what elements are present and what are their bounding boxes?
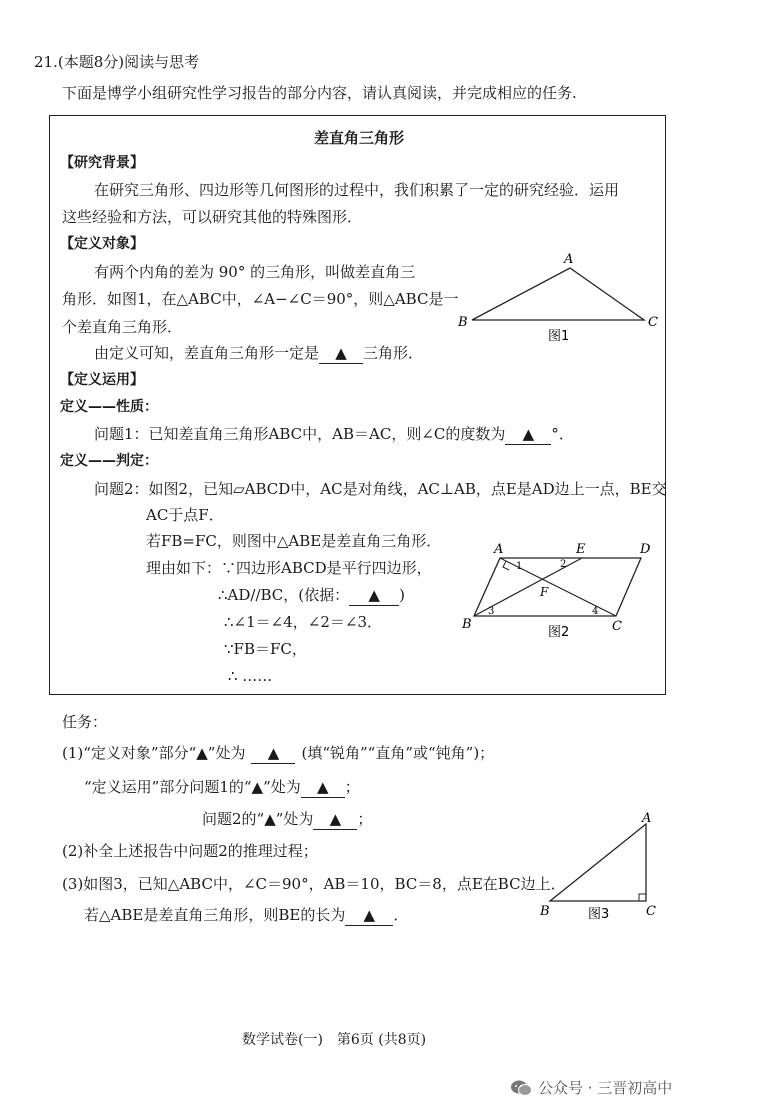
task-3-line-2 [84,905,408,926]
problem-2-reason-blank: ▲ [349,585,399,606]
task-1-text-a: (1)“定义对象”部分“▲”处为 [62,744,246,762]
task-1-line-3 [202,809,372,830]
definition-line-4-text-b: 三角形． [363,344,424,362]
figure-3-right-triangle [536,808,666,928]
figure-3-label-b: B [540,904,550,919]
page-footer: 数学试卷(一) 第6页 (共8页) [242,1032,427,1048]
figure-3-caption: 图3 [588,907,610,922]
figure-1-triangle [452,248,664,348]
watermark [510,1078,672,1098]
task-3-line-2-text-a: 若△ABE是差直角三角形，则BE的长为 [84,906,346,924]
figure-2-angle-2: 2 [560,559,567,570]
task-1-line-2-text-a: “定义运用”部分问题1的“▲”处为 [84,778,301,796]
question-title: 21.(本题8分)阅读与思考 [34,53,200,71]
problem-1-text-a: 问题1：已知差直角三角形ABC中，AB＝AC，则∠C的度数为 [94,425,506,443]
definition-line-1: 有两个内角的差为 90° 的三角形，叫做差直角三 [94,263,416,281]
definition-heading: 【定义对象】 [60,236,144,252]
problem-1-blank: ▲ [505,424,551,445]
figure-2-label-e: E [576,542,586,557]
task-3-blank: ▲ [345,905,393,926]
task-1-text-b: (填“锐角”“直角”或“钝角”)； [301,744,495,762]
problem-2-line-6: ∴∠1＝∠4，∠2＝∠3． [224,613,382,631]
definition-line-3: 个差直角三角形． [62,318,183,336]
property-heading: 定义——性质： [60,399,158,415]
figure-2-angle-4: 4 [592,606,599,617]
task-1-line-3-text-b: ； [357,810,373,828]
problem-2-line-5 [218,585,405,606]
figure-1-label-b: B [458,315,468,330]
wechat-icon [510,1079,532,1097]
figure-3-label-a: A [642,811,652,826]
task-1-line-3-blank: ▲ [313,809,357,830]
figure-1-caption: 图1 [548,329,570,344]
figure-3-label-c: C [646,904,656,919]
problem-2-line-1: 问题2：如图2，已知▱ABCD中，AC是对角线，AC⊥AB，点E是AD边上一点，BE交 [94,480,667,498]
task-1-blank: ▲ [251,743,295,764]
task-1-line-2-blank: ▲ [301,777,345,798]
figure-2-parallelogram [458,538,662,642]
problem-2-line-4: 理由如下：∵四边形ABCD是平行四边形， [146,559,432,577]
usage-heading: 【定义运用】 [60,372,144,388]
problem-2-line-2: AC于点F． [146,506,224,524]
figure-2-angle-3: 3 [488,606,495,617]
problem-2-line-5-text-b: ) [399,586,405,604]
problem-2-line-3: 若FB=FC，则图中△ABE是差直角三角形． [146,532,442,550]
problem-2-line-5-text-a: ∴AD//BC，(依据： [218,586,350,604]
background-line-1: 在研究三角形、四边形等几何图形的过程中，我们积累了一定的研究经验．运用 [94,181,620,199]
report-title: 差直角三角形 [314,129,405,147]
background-heading: 【研究背景】 [60,155,144,171]
figure-2-label-d: D [640,542,651,557]
task-1-line-1 [62,743,494,764]
figure-2-label-b: B [462,617,472,632]
task-3-line-2-text-b: ． [393,906,409,924]
figure-3-right-angle-mark [639,894,646,901]
task-3-line-1: (3)如图3，已知△ABC中，∠C＝90°，AB＝10，BC＝8，点E在BC边上． [62,875,566,893]
figure-2-label-f: F [540,585,549,599]
tasks-heading: 任务： [62,713,108,731]
problem-1-text-b: °． [551,425,574,443]
problem-2-line-8: ∴ …… [228,667,273,685]
figure-2-caption: 图2 [548,625,570,640]
definition-line-4-text-a: 由定义可知，差直角三角形一定是 [94,344,320,362]
task-1-line-2 [84,777,360,798]
figure-2-angle-1: 1 [516,561,523,572]
figure-1-triangle-shape [472,268,644,320]
task-2: (2)补全上述报告中问题2的推理过程； [62,842,318,860]
figure-3-triangle-shape [550,824,646,901]
question-intro: 下面是博学小组研究性学习报告的部分内容，请认真阅读，并完成相应的任务. [62,84,577,102]
definition-line-4 [94,343,423,364]
figure-2-label-a: A [494,542,504,557]
problem-2-line-7: ∵FB＝FC， [224,640,307,658]
watermark-text: 公众号 · 三晋初高中 [538,1079,673,1097]
figure-1-label-c: C [648,315,658,330]
background-line-2: 这些经验和方法，可以研究其他的特殊图形． [62,208,363,226]
definition-answer-blank: ▲ [319,343,363,364]
task-1-line-3-text-a: 问题2的“▲”处为 [202,810,314,828]
task-1-line-2-text-b: ； [344,778,360,796]
problem-1 [94,424,574,445]
definition-line-2: 角形．如图1，在△ABC中，∠A−∠C＝90°，则△ABC是一 [62,290,459,308]
figure-2-label-c: C [612,619,622,634]
figure-1-label-a: A [564,252,574,267]
judgement-heading: 定义——判定： [60,453,158,469]
